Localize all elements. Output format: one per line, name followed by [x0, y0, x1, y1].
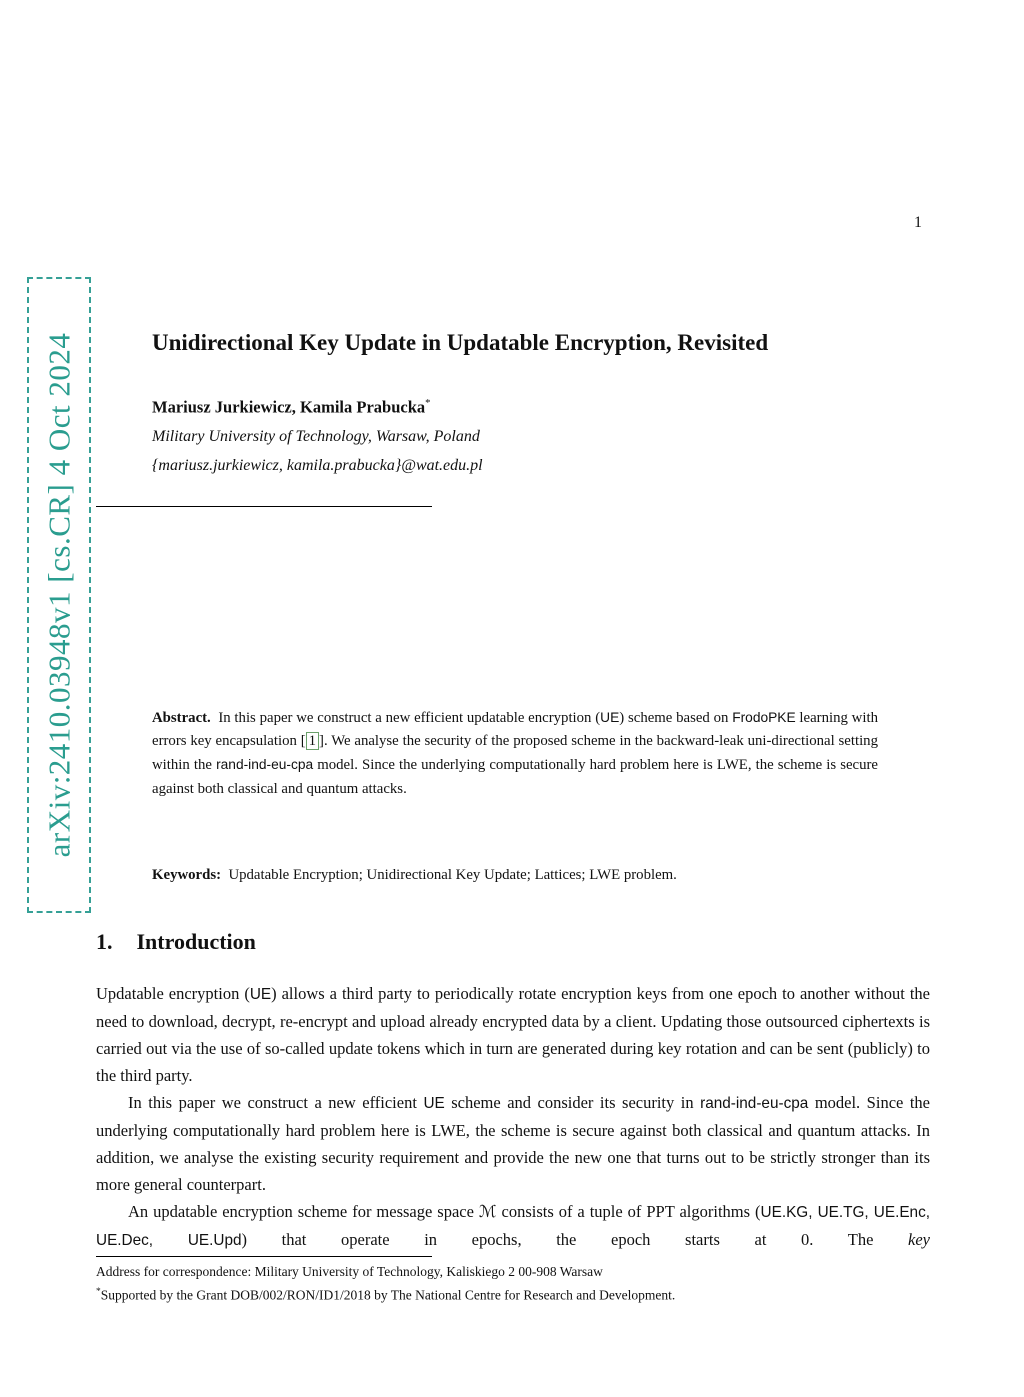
author-names: Mariusz Jurkiewicz, Kamila Prabucka: [152, 397, 426, 417]
section-heading-introduction: [96, 929, 256, 955]
title-rule: [96, 506, 432, 507]
paragraph-1: Updatable encryption (UE) allows a third party to periodically rotate encryption keys from one epoch to another without the need to download, decrypt, re-encrypt and upload already encrypted data by a client. Updating those outsourced ciphertexts is carried out via the use of so-called update tokens which in turn are generated during key rotation and can be sent (publicly) to the third party.: [96, 984, 930, 1085]
authors: [152, 397, 431, 418]
body-text: [96, 980, 930, 1254]
footnote-block: [96, 1256, 930, 1306]
paper-title: Unidirectional Key Update in Updatable Encryption, Revisited: [152, 330, 769, 355]
author-note-mark: *: [425, 397, 431, 409]
citation-ref[interactable]: 1: [306, 732, 319, 750]
section-title: Introduction: [136, 929, 256, 954]
paragraph-2: In this paper we construct a new efficient UE scheme and consider its security in rand-ind-eu-cpa model. Since the underlying computationally hard problem here is LWE, the scheme is secure against both classical and quantum attacks. In addition, we analyse the existing security requirement and provide the new one that turns out to be strictly stronger than its more general counterpart.: [96, 1093, 930, 1194]
section-number: 1.: [96, 929, 113, 954]
arxiv-stamp: [27, 277, 91, 913]
affiliation: Military University of Technology, Warsaw, Poland: [152, 428, 480, 445]
arxiv-stamp-text: arXiv:2410.03948v1 [cs.CR] 4 Oct 2024: [41, 332, 76, 858]
footnote-rule: [96, 1256, 432, 1257]
page-number: 1: [914, 214, 922, 231]
abstract: Abstract. In this paper we construct a new efficient updatable encryption (UE) scheme based on FrodoPKE learning with errors key encapsulation [ 1 ]. We analyse the security of the proposed scheme in the backward-leak uni-directional setting within the rand-ind-eu-cpa model. Since the underlying computationally hard problem here is LWE, the scheme is secure against both classical and quantum attacks.: [152, 710, 878, 797]
keywords: Keywords: Updatable Encryption; Unidirectional Key Update; Lattices; LWE problem.: [152, 867, 677, 883]
footnote-grant: *Supported by the Grant DOB/002/RON/ID1/2018 by The National Centre for Research and Development.: [96, 1287, 676, 1303]
footnote-correspondence: Address for correspondence: Military University of Technology, Kaliskiego 2 00-908 Warsaw: [96, 1264, 603, 1279]
paragraph-3: An updatable encryption scheme for message space ℳ consists of a tuple of PPT algorithms (UE.KG, UE.TG, UE.Enc, UE.Dec, UE.Upd) that operate in epochs, the epoch starts at 0. The key: [96, 1202, 931, 1249]
email-address: {mariusz.jurkiewicz, kamila.prabucka}@wat.edu.pl: [152, 457, 483, 474]
